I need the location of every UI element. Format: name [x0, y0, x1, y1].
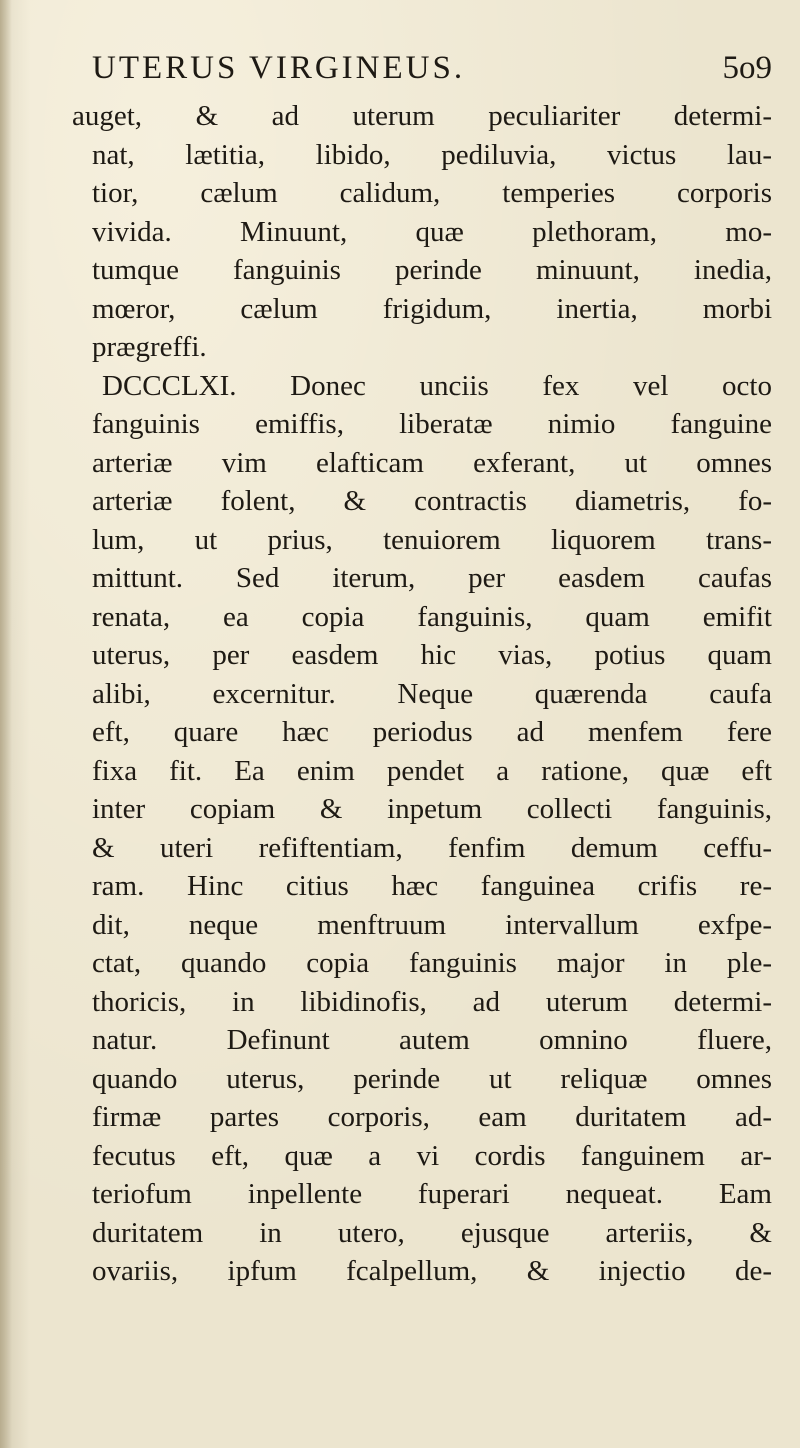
text-line: ovariis, ipfum fcalpellum, & injectio de- [92, 1255, 772, 1287]
text-line: teriofum inpellente fuperari nequeat. Eam [92, 1178, 772, 1210]
text-line: auget, & ad uterum peculiariter determi- [72, 100, 772, 132]
page-number: 5o9 [722, 50, 772, 86]
text-line: firmæ partes corporis, eam duritatem ad- [92, 1101, 772, 1133]
text-line: natur. Definunt autem omnino fluere, [92, 1024, 772, 1056]
text-line: arteriæ vim elafticam exferant, ut omnes [92, 446, 772, 479]
text-line: duritatem in utero, ejusque arteriis, & [92, 1216, 772, 1249]
text-line: arteriæ folent, & contractis diametris, fo- [92, 485, 772, 517]
page-header [92, 50, 772, 90]
paragraph-start-line: DCCCLXI. Donec unciis fex vel octo [102, 369, 772, 402]
body-text [72, 97, 772, 1291]
text-line: lum, ut prius, tenuiorem liquorem trans- [92, 523, 772, 556]
text-line: dit, neque menftruum intervallum exfpe- [92, 908, 772, 941]
text-line: inter copiam & inpetum collecti fanguinis, [92, 793, 772, 825]
text-line: fanguinis emiffis, liberatæ nimio fanguine [92, 408, 772, 440]
text-line: alibi, excernitur. Neque quærenda caufa [92, 677, 772, 710]
text-line: fixa fit. Ea enim pendet a ratione, quæ eft [92, 754, 772, 787]
text-line: nat, lætitia, libido, pediluvia, victus lau- [92, 138, 772, 171]
text-line: thoricis, in libidinofis, ad uterum determi- [92, 985, 772, 1018]
text-line: renata, ea copia fanguinis, quam emifit [92, 600, 772, 633]
text-line: tior, cælum calidum, temperies corporis [92, 177, 772, 209]
text-line: ctat, quando copia fanguinis major in ple- [92, 947, 772, 979]
text-line: uterus, per easdem hic vias, potius quam [92, 639, 772, 671]
page-gutter-shadow [0, 0, 12, 1448]
running-title: UTERUS VIRGINEUS. [92, 50, 466, 86]
text-line: vivida. Minuunt, quæ plethoram, mo- [92, 215, 772, 248]
text-line: prægreffi. [92, 331, 207, 363]
text-line: ram. Hinc citius hæc fanguinea crifis re- [92, 870, 772, 902]
text-line: eft, quare hæc periodus ad menfem fere [92, 716, 772, 748]
text-line: mœror, cælum frigidum, inertia, morbi [92, 292, 772, 325]
text-line: & uteri refiftentiam, fenfim demum ceffu- [92, 831, 772, 864]
text-line: tumque fanguinis perinde minuunt, inedia, [92, 254, 772, 286]
text-line: quando uterus, perinde ut reliquæ omnes [92, 1062, 772, 1095]
text-line: fecutus eft, quæ a vi cordis fanguinem ar- [92, 1139, 772, 1172]
text-line: mittunt. Sed iterum, per easdem caufas [92, 562, 772, 594]
